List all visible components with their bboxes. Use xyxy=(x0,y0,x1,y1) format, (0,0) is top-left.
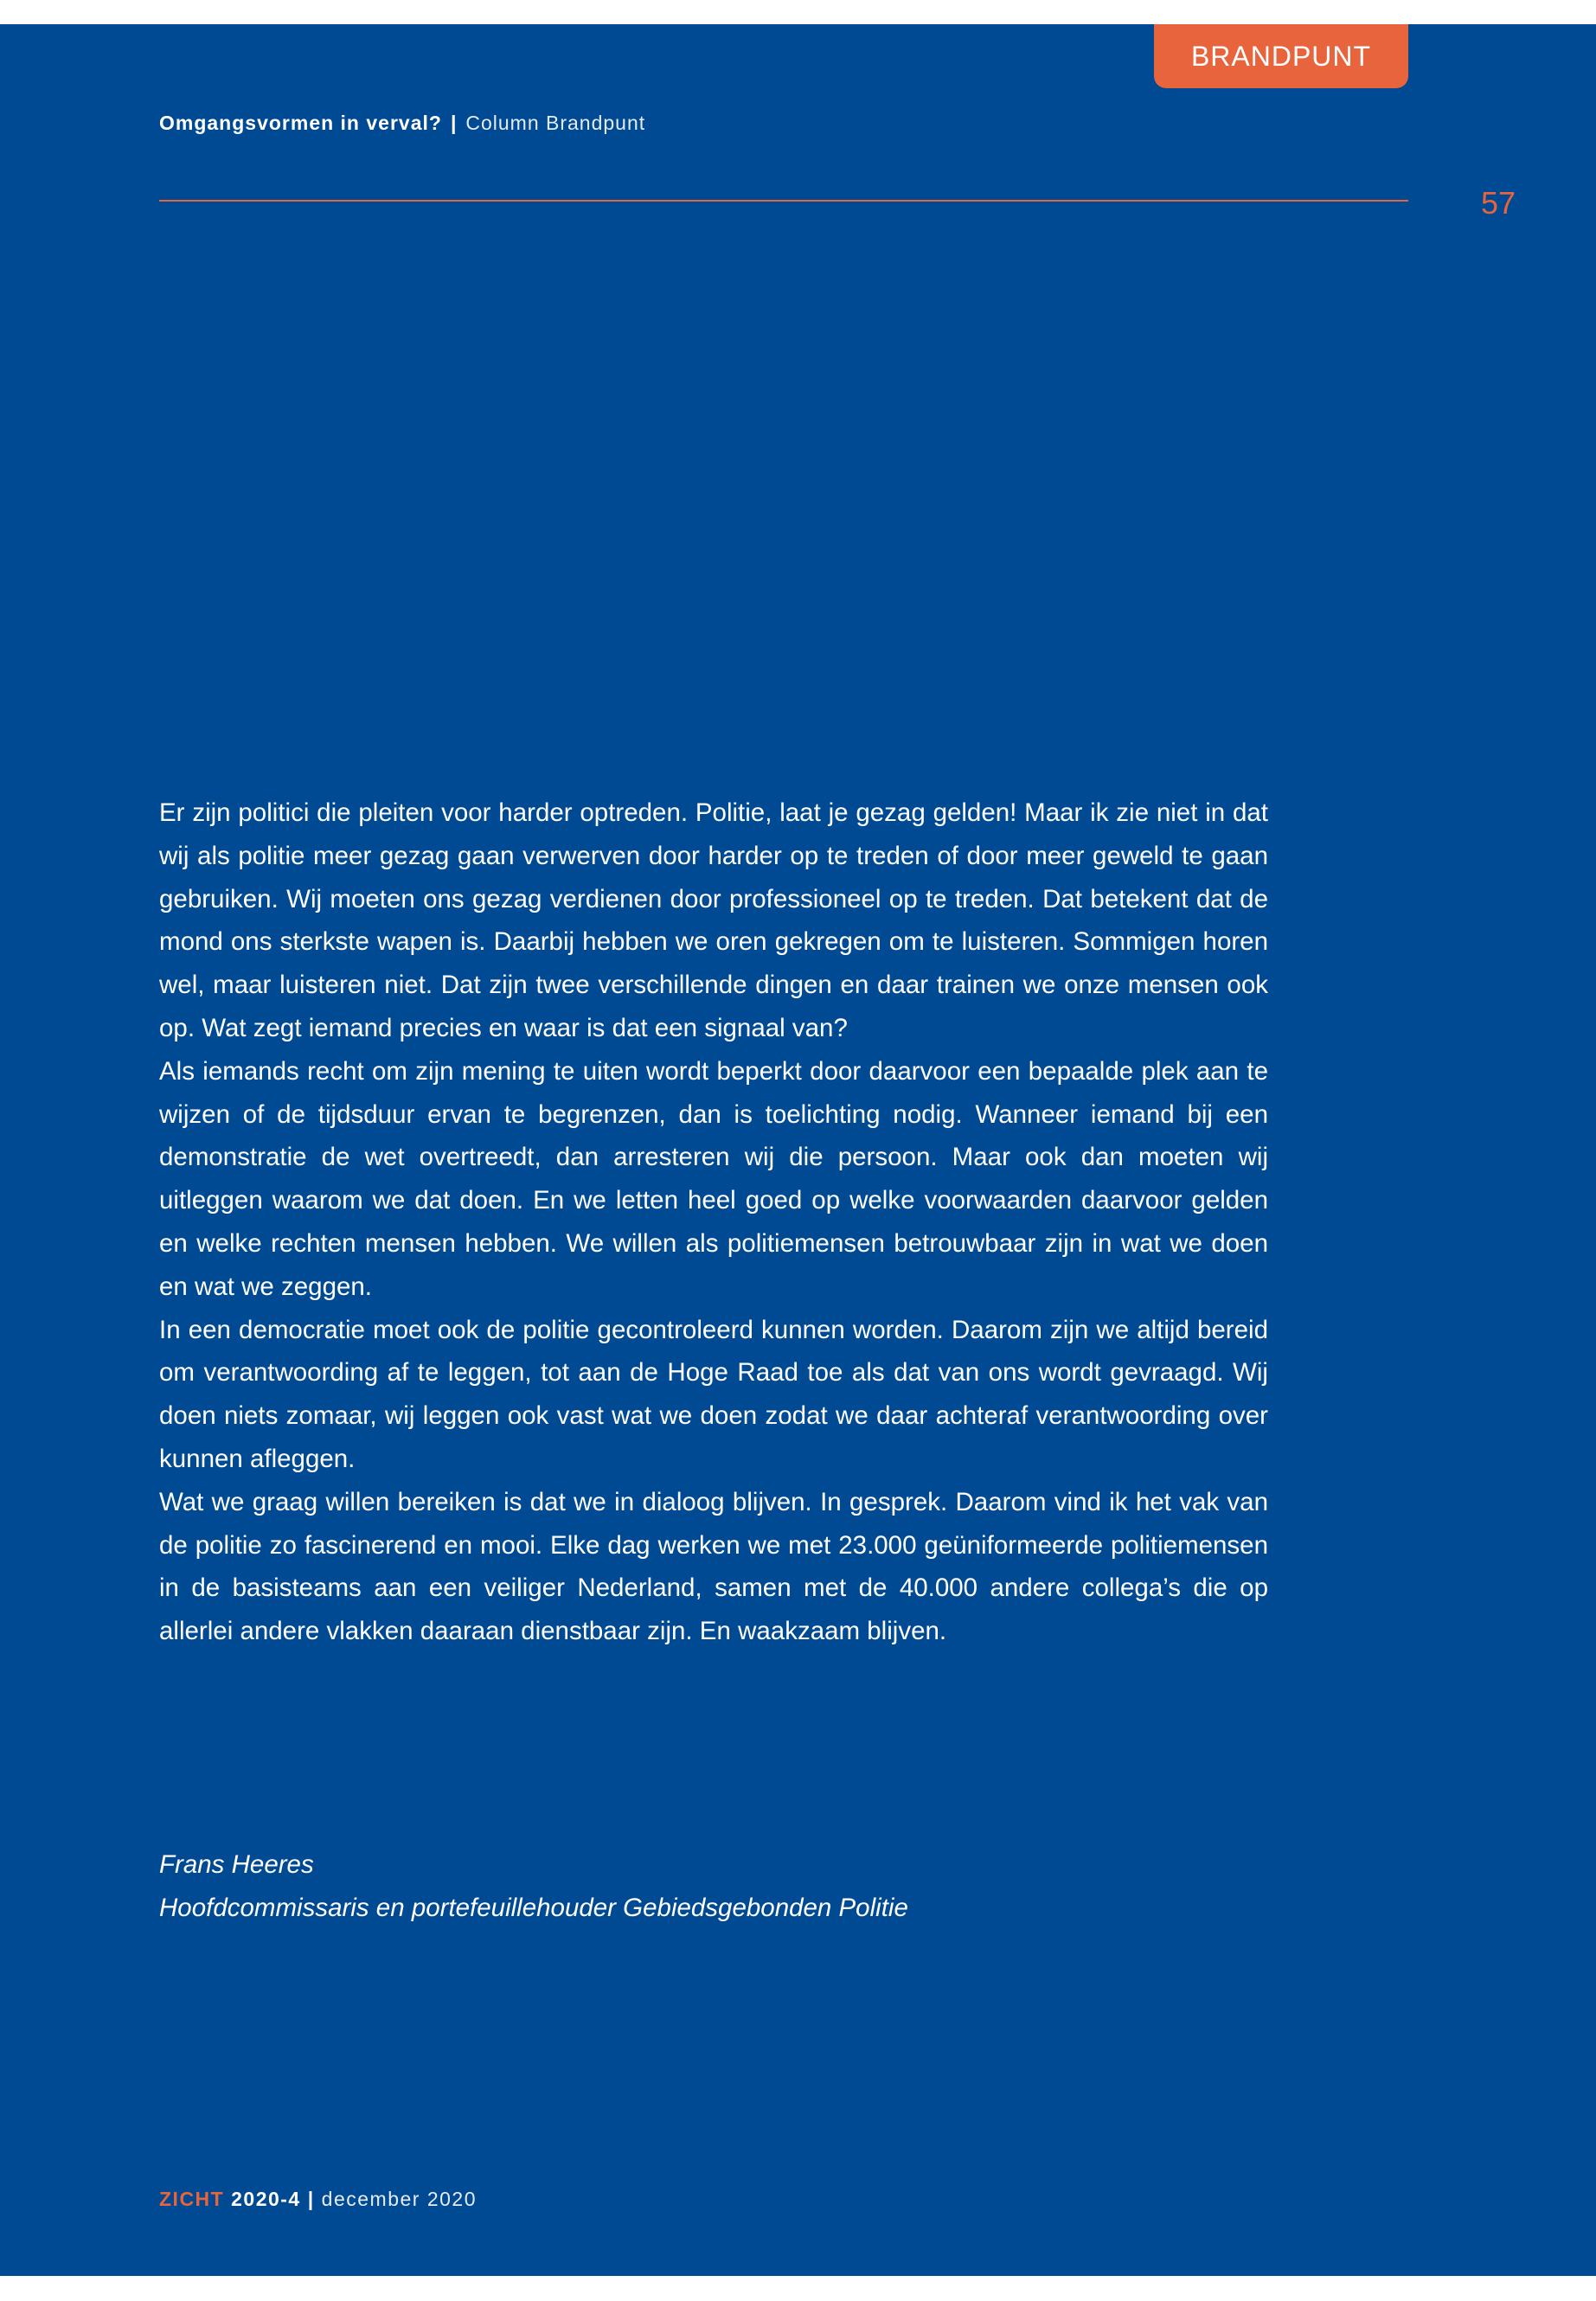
header-rule xyxy=(159,200,1408,202)
signature xyxy=(159,1843,908,1930)
article-title: Omgangsvormen in verval? xyxy=(159,112,442,134)
author-name: Frans Heeres xyxy=(159,1850,314,1879)
running-head-separator: | xyxy=(450,112,458,134)
author-role: Hoofdcommissaris en portefeuillehouder Gebiedsgebonden Politie xyxy=(159,1894,908,1922)
body-paragraph: Wat we graag willen bereiken is dat we in dialoog blijven. In gesprek. Daarom vind ik het vak van de politie zo fascinerend en mooi. Elke dag werken we met 23.000 geüniformeerde politiemensen in de basisteams aan een veiliger Nederland, samen met de 40.000 andere collega’s die op allerlei andere vlakken daaraan dienstbaar zijn. En waakzaam blijven. xyxy=(159,1487,1268,1646)
footer-date: december 2020 xyxy=(321,2188,478,2210)
article-body xyxy=(159,792,1268,1653)
running-head xyxy=(159,112,645,135)
body-paragraph: Er zijn politici die pleiten voor harder optreden. Politie, laat je gezag gelden! Maar ik zie niet in dat wij als politie meer gezag gaan verwerven door harder op te treden of door meer geweld te gaan gebruiken. Wij moeten ons gezag verdienen door professioneel op te treden. Dat betekent dat de mond ons sterkste wapen is. Daarbij hebben we oren gekregen om te luisteren. Sommigen horen wel, maar luisteren niet. Dat zijn twee verschillende dingen en daar trainen we onze mensen ook op. Wat zegt iemand precies en waar is dat een signaal van? xyxy=(159,798,1268,1042)
page xyxy=(0,24,1596,2276)
footer-issue: 2020-4 xyxy=(231,2188,301,2210)
footer-brand: ZICHT xyxy=(159,2188,225,2210)
footer xyxy=(159,2188,477,2211)
footer-separator: | xyxy=(307,2188,315,2210)
body-paragraph: In een democratie moet ook de politie gecontroleerd kunnen worden. Daarom zijn we altijd bereid om verantwoording af te leggen, tot aan de Hoge Raad toe als dat van ons wordt gevraagd. Wij doen niets zomaar, wij leggen ook vast wat we doen zodat we daar achteraf verantwoording over kunnen afleggen. xyxy=(159,1315,1268,1473)
body-paragraph: Als iemands recht om zijn mening te uiten wordt beperkt door daarvoor een bepaalde plek aan te wijzen of de tijdsduur ervan te begrenzen, dan is toelichting nodig. Wanneer iemand bij een demonstratie de wet overtreedt, dan arresteren wij die persoon. Maar ook dan moeten wij uitleggen waarom we dat doen. En we letten heel goed op welke voorwaarden daarvoor gelden en welke rechten mensen hebben. We willen als politiemensen betrouwbaar zijn in wat we doen en wat we zeggen. xyxy=(159,1056,1268,1301)
page-number: 57 xyxy=(1481,185,1516,221)
section-tab: BRANDPUNT xyxy=(1154,24,1408,88)
column-label: Column Brandpunt xyxy=(465,112,646,134)
